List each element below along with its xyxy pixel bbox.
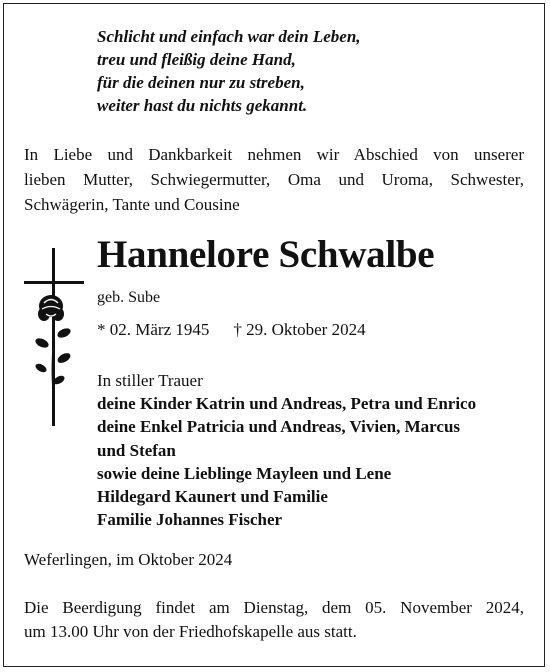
poem xyxy=(97,25,457,117)
intro-line: In Liebe und Dankbarkeit nehmen wir Abschied von unserer xyxy=(24,145,524,164)
mourner-line: Familie Johannes Fischer xyxy=(97,510,283,530)
mourners-block xyxy=(97,369,537,531)
life-dates xyxy=(97,320,366,340)
mourner-line: sowie deine Lieblinge Mayleen und Lene xyxy=(97,463,392,483)
cross-with-rose-icon xyxy=(24,248,86,426)
funeral-info xyxy=(24,596,524,644)
funeral-line: Die Beerdigung findet am Dienstag, dem 05. November 2024, xyxy=(24,598,524,617)
poem-line: für die deinen nur zu streben, xyxy=(97,73,305,92)
mourners-heading: In stiller Trauer xyxy=(97,371,203,390)
birth-date: * 02. März 1945 xyxy=(97,320,210,339)
intro-line: lieben Mutter, Schwiegermutter, Oma und Uroma, Schwester, xyxy=(24,170,524,189)
birth-name: geb. Sube xyxy=(97,289,161,306)
poem-line: treu und fleißig deine Hand, xyxy=(97,50,296,69)
mourner-line: und Stefan xyxy=(97,440,176,460)
intro-text xyxy=(24,142,524,217)
death-date: † 29. Oktober 2024 xyxy=(233,320,366,339)
poem-line: weiter hast du nichts gekannt. xyxy=(97,96,308,115)
mourner-line: Hildegard Kaunert und Familie xyxy=(97,487,328,507)
poem-line: Schlicht und einfach war dein Leben, xyxy=(97,27,361,46)
deceased-name: Hannelore Schwalbe xyxy=(97,233,435,276)
intro-line: Schwägerin, Tante und Cousine xyxy=(24,195,240,214)
mourner-line: deine Enkel Patricia und Andreas, Vivien, Marcus xyxy=(97,417,461,437)
place-date: Weferlingen, im Oktober 2024 xyxy=(24,550,233,569)
mourner-line: deine Kinder Katrin und Andreas, Petra und Enrico xyxy=(97,394,477,414)
funeral-line: um 13.00 Uhr von der Friedhofskapelle aus statt. xyxy=(24,622,357,641)
